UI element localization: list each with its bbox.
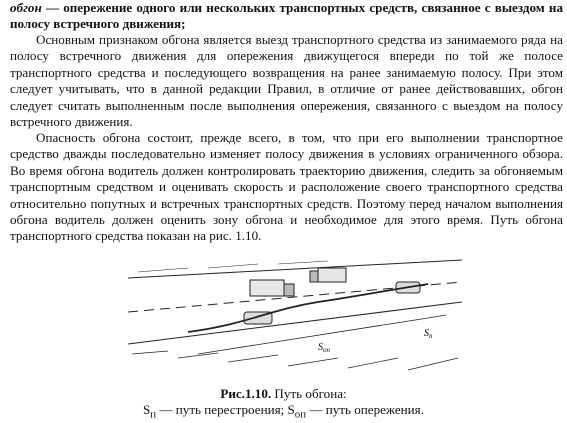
road-shoulder-marks [138, 261, 328, 272]
overtaking-path-figure [128, 258, 462, 380]
overtaking-trajectory [188, 284, 428, 332]
ground-hatching [132, 351, 458, 370]
figure-caption-legend [0, 402, 567, 423]
figure-caption-title [0, 386, 567, 402]
sn-label: $S_п$ [424, 328, 433, 340]
road-edge-bottom [128, 302, 462, 344]
figure-caption-text: Путь обгона: [271, 386, 347, 401]
sn-dimension-line [428, 315, 446, 318]
figure-caption-legend-text: $S_п$ — путь перестроения; $S_{оп}$ — путь опережения. [143, 402, 424, 421]
truck-oncoming [310, 268, 346, 282]
figure-caption-label: Рис.1.10. [220, 386, 272, 401]
definition-text: — опережение одного или нескольких транспортных средств, связанное с выездом на полосу встречного движения; [10, 0, 563, 32]
truck-overtaken [250, 280, 294, 296]
definition-paragraph [10, 0, 563, 33]
paragraph-overtaking-sign: Основным признаком обгона является выезд транспортного средства из занимаемого ряда на полосу встречного движения для опережения движущегося впереди по той же полосе транспортного средства и последующего возвращения на ранее занимаемую полосу. При этом следует учитывать, что в данной редакции Правил, в отличие от ранее действовавших, обгон следует считать выполненным после выполнения опережения, связанного с выездом на полосу встречного движения. [10, 32, 563, 130]
definition-term: обгон [10, 0, 42, 15]
son-label: $S_{оп}$ [318, 342, 330, 354]
paragraph-overtaking-danger: Опасность обгона состоит, прежде всего, в том, что при его выполнении транспортное средство дважды последовательно изменяет полосу движения в условиях ограниченного обзора. Во время обгона водитель должен контролировать траекторию движения, следить за обгоняемым транспортным средством и оценивать скорость и расположение своего транспортного средства относительно попутных и встречных транспортных средств. Поэтому перед началом выполнения обгона водитель должен оценить зону обгона и необходимое для этого время. Путь обгона транспортного средства показан на рис. 1.10. [10, 130, 563, 244]
